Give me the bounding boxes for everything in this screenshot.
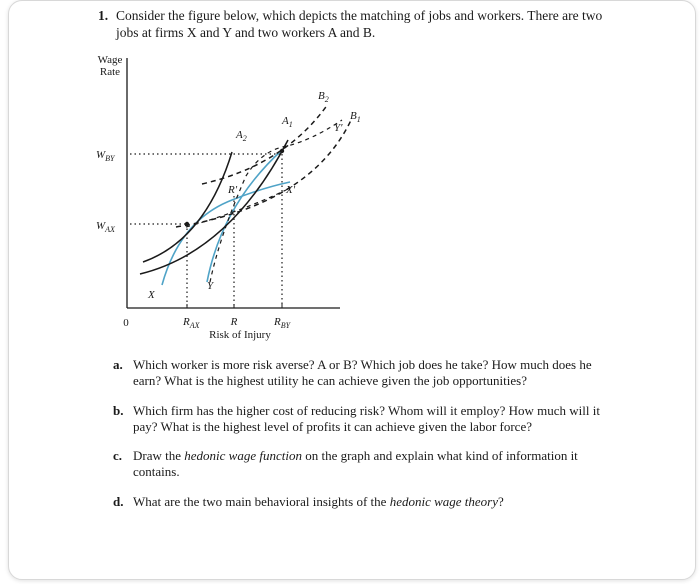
y-axis-label-line2: Rate <box>99 66 121 78</box>
b2-label: $B_2$ <box>318 90 329 104</box>
b1-label: $B_1$ <box>350 110 361 124</box>
y-prime-label: Y′ <box>334 122 343 134</box>
x-axis-label: Risk of Injury <box>209 329 271 341</box>
origin-label: 0 <box>123 317 129 329</box>
a2-label: $A_2$ <box>236 129 247 143</box>
subquestion-b-letter: b. <box>113 403 124 418</box>
subquestion-c-text: Draw the hedonic wage function on the graph and explain what kind of information it contains. <box>133 448 578 479</box>
subquestion-b-text: Which firm has the higher cost of reducing risk? Whom will it employ? How much will it pay? What is the highest level of profits it can achieve given the labor force? <box>133 403 600 434</box>
tangency-point-ax <box>185 222 189 226</box>
subquestion-b <box>113 403 613 435</box>
subquestion-a-text: Which worker is more risk averse? A or B? Which job does he take? How much does he earn? What is the highest utility he can achieve given the job opportunities? <box>133 357 592 388</box>
risk-by-label: $R_{BY}$ <box>274 316 291 330</box>
r-prime-label: R′ <box>228 184 238 196</box>
indifference-b1-curve <box>176 118 352 227</box>
indifference-b2-curve <box>202 104 328 184</box>
hedonic-wage-function-term: hedonic wage function <box>184 448 302 463</box>
hedonic-wage-theory-term: hedonic wage theory <box>389 494 498 509</box>
tangency-point-by <box>280 149 284 153</box>
subquestion-c-letter: c. <box>113 448 123 463</box>
y-axis-label-line1: Wage <box>97 54 123 66</box>
subquestion-a <box>113 357 613 389</box>
wage-by-label: $W_{BY}$ <box>96 149 115 163</box>
x-label: X <box>148 289 155 301</box>
subquestion-a-letter: a. <box>113 357 123 372</box>
risk-ax-label: $R_{AX}$ <box>183 316 200 330</box>
x-prime-label: X′ <box>286 184 296 196</box>
question-text: Consider the figure below, which depicts the matching of jobs and workers. There are two jobs at firms X and Y and two workers A and B. <box>116 8 603 40</box>
question-number: 1. <box>98 8 109 23</box>
subquestion-d-letter: d. <box>113 494 124 509</box>
subquestion-d-text: What are the two main behavioral insights of the hedonic wage theory? <box>133 494 504 509</box>
y-label: Y <box>207 280 214 292</box>
wage-ax-label: $W_{AX}$ <box>96 220 115 234</box>
a1-label: $A_1$ <box>282 115 293 129</box>
subquestion-d <box>113 494 613 510</box>
risk-r-label: R <box>230 316 238 328</box>
subquestion-c <box>113 448 613 480</box>
